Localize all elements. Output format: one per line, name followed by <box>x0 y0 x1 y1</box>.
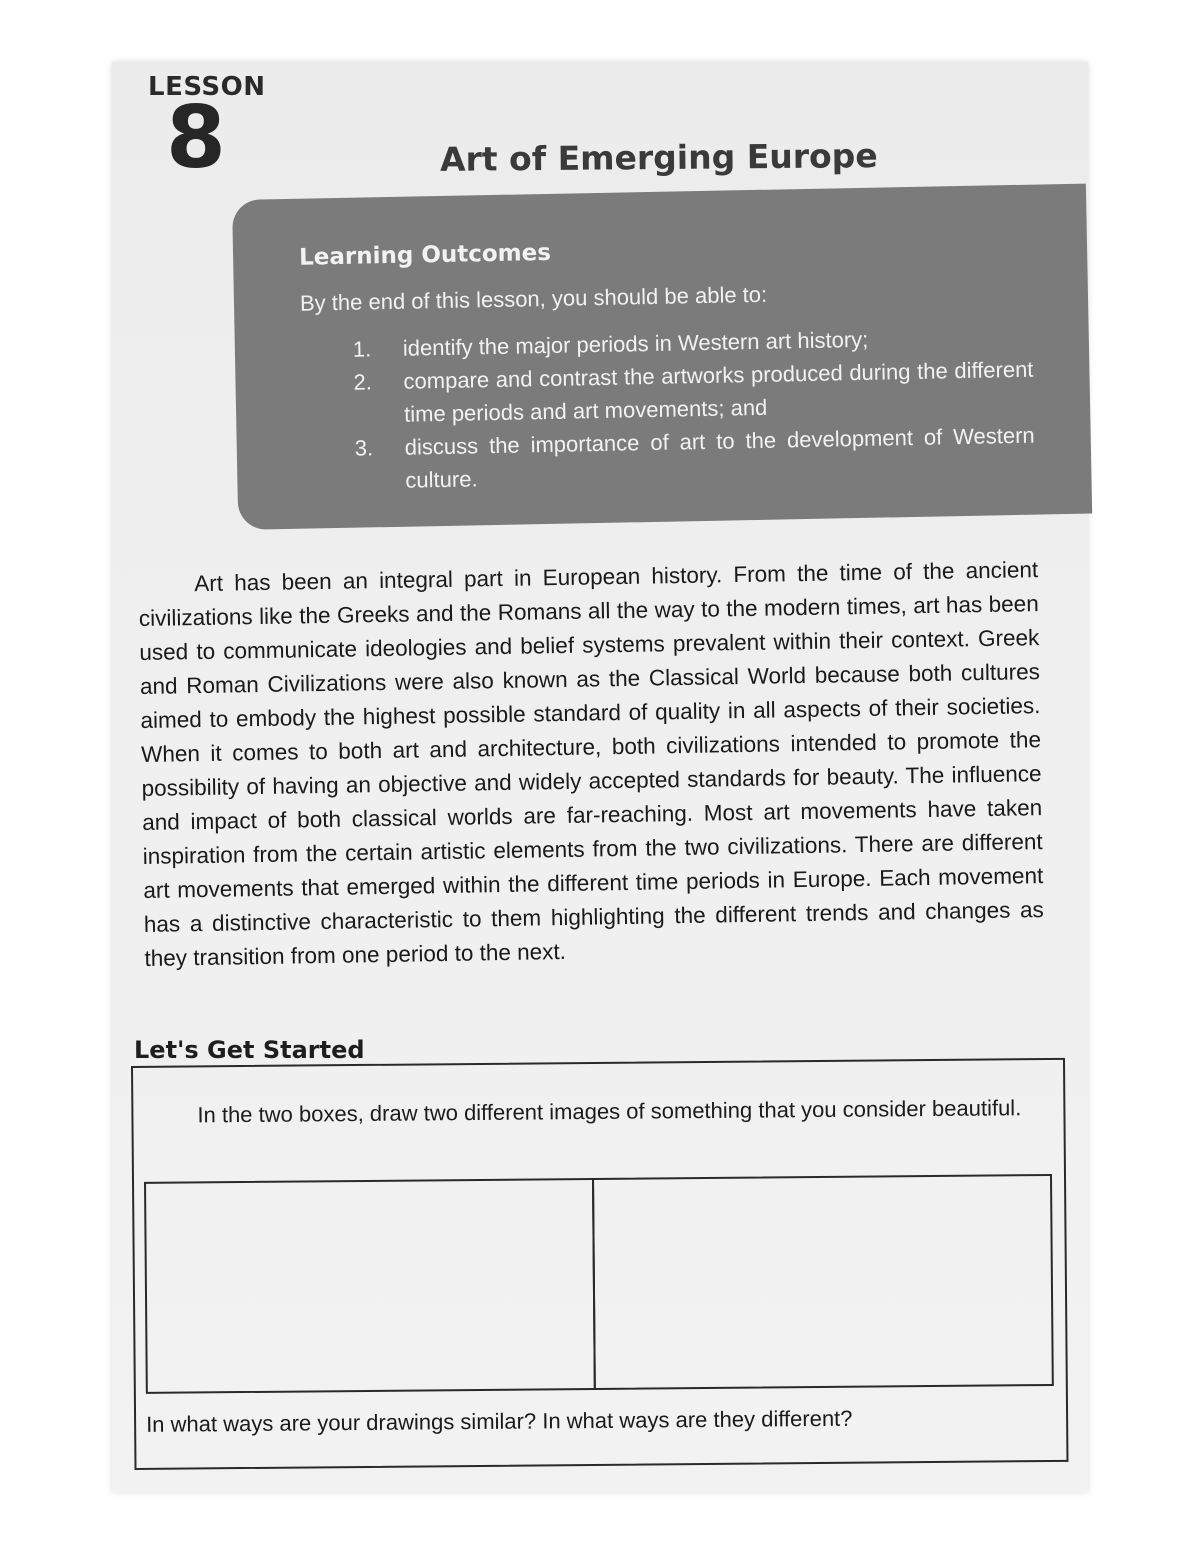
learning-outcomes-heading: Learning Outcomes <box>298 239 552 271</box>
outcome-number: 2. <box>353 369 373 395</box>
lets-get-started-heading: Let's Get Started <box>134 1036 365 1064</box>
outcome-text: compare and contrast the artworks produced during the different time periods and art movements; and <box>403 356 1034 427</box>
activity-instruction: In the two boxes, draw two different images of something that you consider beautiful. <box>197 1095 1022 1128</box>
lesson-number: 8 <box>166 88 226 188</box>
drawing-box-2[interactable] <box>592 1174 1054 1390</box>
outcome-text: discuss the importance of art to the development of Western culture. <box>404 422 1035 493</box>
drawing-box-1[interactable] <box>144 1178 596 1394</box>
outcome-number: 3. <box>354 435 374 461</box>
outcome-number: 1. <box>352 336 372 362</box>
learning-outcomes-intro: By the end of this lesson, you should be able to: <box>299 281 768 316</box>
lesson-label: LESSON <box>148 72 266 102</box>
intro-paragraph: Art has been an integral part in European history. From the time of the ancient civilizations like the Greeks and the Romans all the way to the modern times, art has been used to communicate ideologies and belief systems prevalent within their context. Greek and Roman Civilizations were also known as the Classical World because both cultures aimed to embody the highest possible standard of quality in all aspects of their societies. When it comes to both art and architecture, both civilizations intended to promote the possibility of having an objective and widely accepted standards for beauty. The influence and impact of both classical worlds are far-reaching. Most art movements have taken inspiration from the certain artistic elements from the two civilizations. There are different art movements that emerged within the different time periods in Europe. Each movement has a distinctive characteristic to them highlighting the different trends and changes as they transition from one period to the next. <box>138 557 1044 971</box>
learning-outcomes-box <box>232 184 1092 530</box>
outcome-text: identify the major periods in Western art history; <box>402 326 869 361</box>
learning-outcomes-list <box>353 320 1036 498</box>
page-title: Art of Emerging Europe <box>439 136 878 179</box>
activity-box <box>131 1058 1068 1470</box>
reflection-question: In what ways are your drawings similar? In what ways are they different? <box>146 1405 853 1437</box>
outcome-item <box>354 419 1035 498</box>
